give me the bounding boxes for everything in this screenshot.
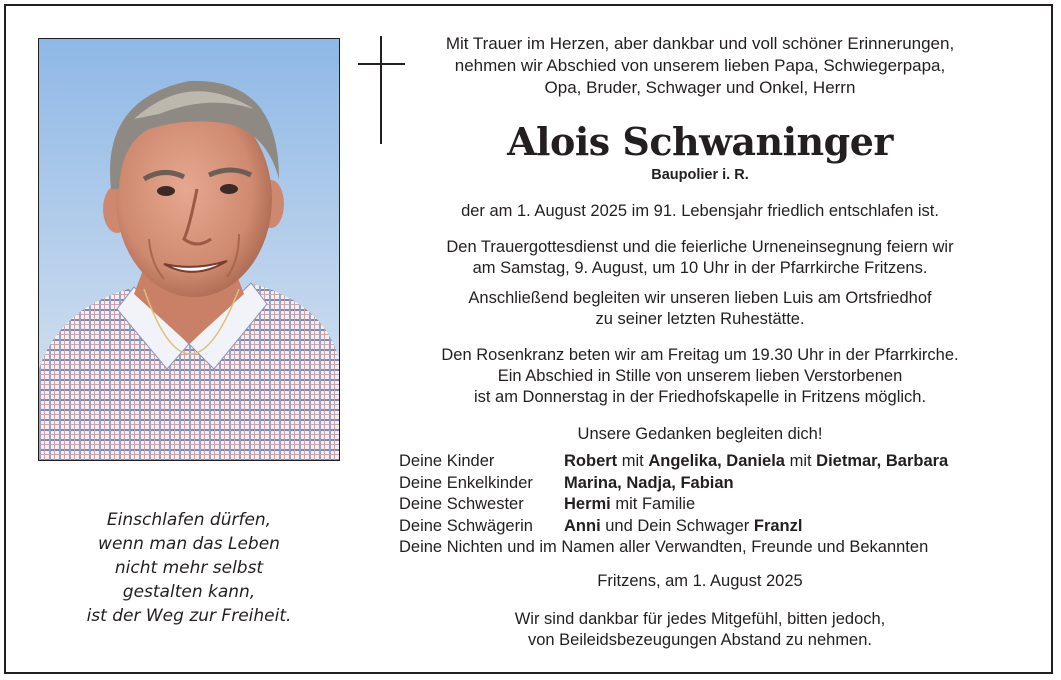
portrait-photo [38, 38, 340, 461]
intro-line: nehmen wir Abschied von unserem lieben Papa, Schwiegerpapa, [454, 56, 946, 75]
family-label: Deine Schwägerin [399, 516, 533, 535]
closing-line: Wir sind dankbar für jedes Mitgefühl, bitten jedoch, [514, 610, 886, 628]
family-name: Dietmar, Barbara [816, 452, 949, 470]
family-row-others [399, 537, 1039, 559]
family-name: Hermi [564, 495, 611, 513]
family-name: Marina, Nadja, Fabian [564, 473, 734, 492]
service-info [390, 237, 1010, 279]
intro-line: Opa, Bruder, Schwager und Onkel, Herrn [544, 78, 856, 97]
burial-line: zu seiner letzten Ruhestätte. [595, 310, 805, 328]
motto-line: Einschlafen dürfen, [106, 510, 272, 530]
family-text: mit Familie [610, 495, 696, 513]
thoughts-text: Unsere Gedanken begleiten dich! [577, 425, 823, 443]
family-label: Deine Kinder [399, 452, 495, 470]
burial-line: Anschließend begleiten wir unseren lieben Luis am Ortsfriedhof [468, 289, 932, 307]
family-row-sister [399, 494, 1039, 516]
family-list [399, 451, 1039, 559]
motto-line: wenn man das Leben [98, 534, 280, 554]
family-row-in-laws [399, 516, 1039, 538]
rosary-info [390, 345, 1010, 408]
family-text: und Dein Schwager [600, 516, 754, 535]
family-label: Deine Enkelkinder [399, 473, 533, 492]
rosary-line: Ein Abschied in Stille von unserem lieben Verstorbenen [497, 367, 903, 385]
family-text: mit [784, 452, 817, 470]
rosary-line: Den Rosenkranz beten wir am Freitag um 19.30 Uhr in der Pfarrkirche. [441, 346, 959, 364]
family-name: Franzl [753, 516, 803, 535]
motto-line: nicht mehr selbst [114, 558, 264, 578]
family-label: Deine Schwester [399, 495, 524, 513]
family-row-children [399, 451, 1039, 473]
thoughts-line [390, 424, 1010, 445]
closing-text [390, 609, 1010, 651]
burial-info [390, 288, 1010, 330]
intro-text [400, 33, 1000, 99]
intro-line: Mit Trauer im Herzen, aber dankbar und voll schöner Erinnerungen, [445, 34, 955, 53]
family-text: Deine Nichten und im Namen aller Verwandten, Freunde und Bekannten [399, 538, 929, 556]
family-row-grandchildren [399, 473, 1039, 495]
family-name: Anni [564, 516, 601, 535]
family-name: Robert [564, 452, 618, 470]
rosary-line: ist am Donnerstag in der Friedhofskapelle in Fritzens möglich. [473, 388, 927, 406]
death-notice [390, 201, 1010, 222]
motto-verse [38, 508, 340, 628]
deceased-name: Alois Schwaninger [507, 119, 893, 164]
death-notice-line: der am 1. August 2025 im 91. Lebensjahr friedlich entschlafen ist. [461, 202, 939, 220]
place-date-text: Fritzens, am 1. August 2025 [597, 572, 803, 590]
closing-line: von Beileidsbezeugungen Abstand zu nehmen. [527, 631, 872, 649]
place-date [390, 571, 1010, 592]
service-line: Den Trauergottesdienst und die feierliche Urneneinsegnung feiern wir [446, 238, 954, 256]
family-name: Angelika, Daniela [648, 452, 785, 470]
service-line: am Samstag, 9. August, um 10 Uhr in der Pfarrkirche Fritzens. [472, 259, 928, 277]
motto-line: ist der Weg zur Freiheit. [86, 606, 292, 626]
family-text: mit [617, 452, 649, 470]
motto-line: gestalten kann, [122, 582, 256, 602]
deceased-title: Baupolier i. R. [651, 167, 749, 183]
